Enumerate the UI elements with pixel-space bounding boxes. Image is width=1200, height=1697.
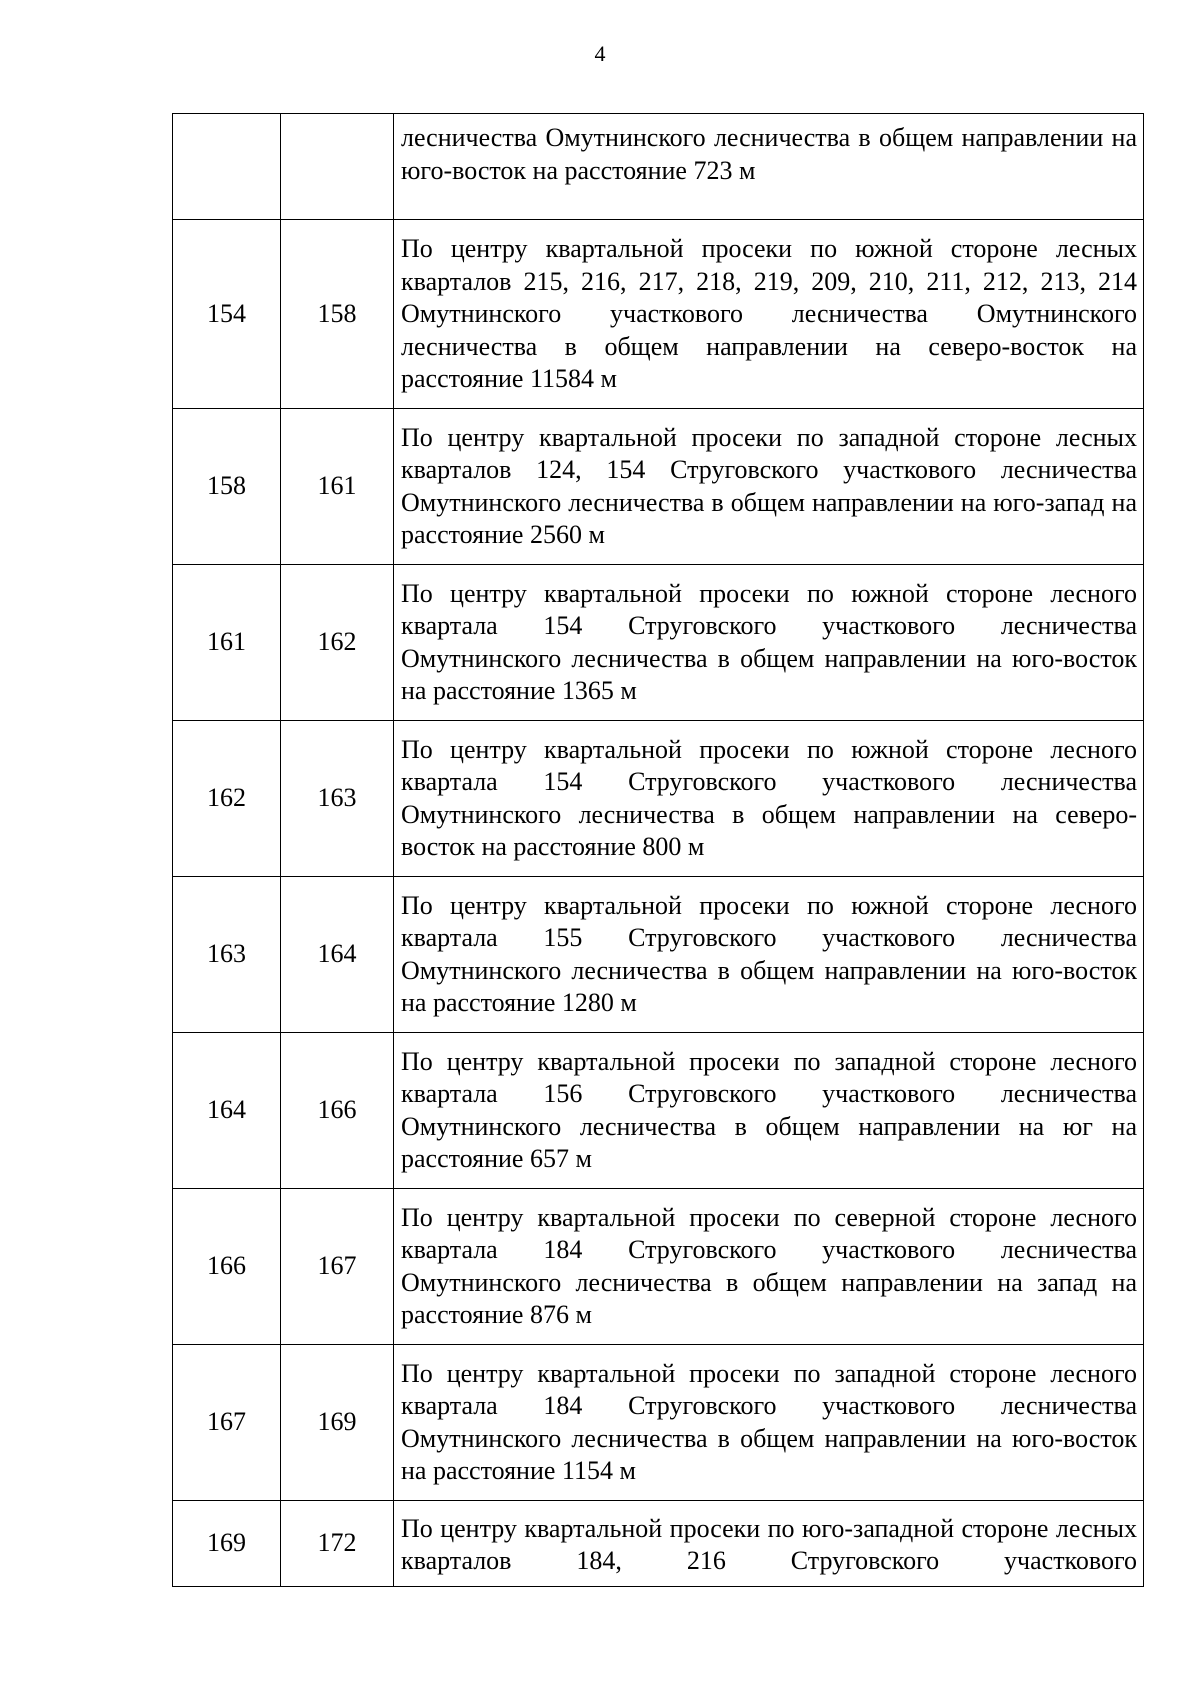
table-row: [173, 1188, 1144, 1344]
boundary-description-cell: По центру квартальной просеки по западной стороне лесного квартала 156 Струговского участкового лесничества Омутнинского лесничества в общем направлении на юг на расстояние 657 м: [394, 1032, 1144, 1188]
boundary-description-cell: По центру квартальной просеки по южной стороне лесного квартала 155 Струговского участкового лесничества Омутнинского лесничества в общем направлении на юго-восток на расстояние 1280 м: [394, 876, 1144, 1032]
table-row: [173, 876, 1144, 1032]
to-point-cell: 164: [281, 876, 394, 1032]
page-number: 4: [594, 41, 606, 66]
boundary-description-cell: По центру квартальной просеки по южной стороне лесных кварталов 215, 216, 217, 218, 219, 209, 210, 211, 212, 213, 214 Омутнинского участкового лесничества Омутнинского лесничества в общем направлении на северо-восток на расстояние 11584 м: [394, 220, 1144, 409]
to-point-cell: 163: [281, 720, 394, 876]
table-row: [173, 564, 1144, 720]
from-point-cell: 164: [173, 1032, 281, 1188]
to-point-cell: 166: [281, 1032, 394, 1188]
table-row: [173, 220, 1144, 409]
to-point-cell: 172: [281, 1500, 394, 1586]
from-point-cell: 162: [173, 720, 281, 876]
table-row: [173, 114, 1144, 220]
to-point-cell: 167: [281, 1188, 394, 1344]
boundary-description-cell: По центру квартальной просеки по южной стороне лесного квартала 154 Струговского участкового лесничества Омутнинского лесничества в общем направлении на северо-восток на расстояние 800 м: [394, 720, 1144, 876]
boundary-description-cell: По центру квартальной просеки по южной стороне лесного квартала 154 Струговского участкового лесничества Омутнинского лесничества в общем направлении на юго-восток на расстояние 1365 м: [394, 564, 1144, 720]
from-point-cell: 161: [173, 564, 281, 720]
table-row: [173, 720, 1144, 876]
boundary-description-table: [172, 113, 1144, 1587]
from-point-cell: 163: [173, 876, 281, 1032]
boundary-description-cell: лесничества Омутнинского лесничества в общем направлении на юго-восток на расстояние 723 м: [394, 114, 1144, 220]
from-point-cell: 154: [173, 220, 281, 409]
to-point-cell: 158: [281, 220, 394, 409]
table-row: [173, 408, 1144, 564]
boundary-description-cell: По центру квартальной просеки по западной стороне лесных кварталов 124, 154 Струговского участкового лесничества Омутнинского лесничества в общем направлении на юго-запад на расстояние 2560 м: [394, 408, 1144, 564]
from-point-cell: [173, 114, 281, 220]
table-row: [173, 1032, 1144, 1188]
from-point-cell: 158: [173, 408, 281, 564]
from-point-cell: 166: [173, 1188, 281, 1344]
table-row: [173, 1500, 1144, 1586]
from-point-cell: 167: [173, 1344, 281, 1500]
to-point-cell: [281, 114, 394, 220]
boundary-description-cell: По центру квартальной просеки по северной стороне лесного квартала 184 Струговского участкового лесничества Омутнинского лесничества в общем направлении на запад на расстояние 876 м: [394, 1188, 1144, 1344]
boundary-description-cell: По центру квартальной просеки по юго-западной стороне лесных кварталов 184, 216 Струговского участкового: [394, 1500, 1144, 1586]
table-row: [173, 1344, 1144, 1500]
to-point-cell: 161: [281, 408, 394, 564]
to-point-cell: 169: [281, 1344, 394, 1500]
boundary-description-cell: По центру квартальной просеки по западной стороне лесного квартала 184 Струговского участкового лесничества Омутнинского лесничества в общем направлении на юго-восток на расстояние 1154 м: [394, 1344, 1144, 1500]
from-point-cell: 169: [173, 1500, 281, 1586]
to-point-cell: 162: [281, 564, 394, 720]
